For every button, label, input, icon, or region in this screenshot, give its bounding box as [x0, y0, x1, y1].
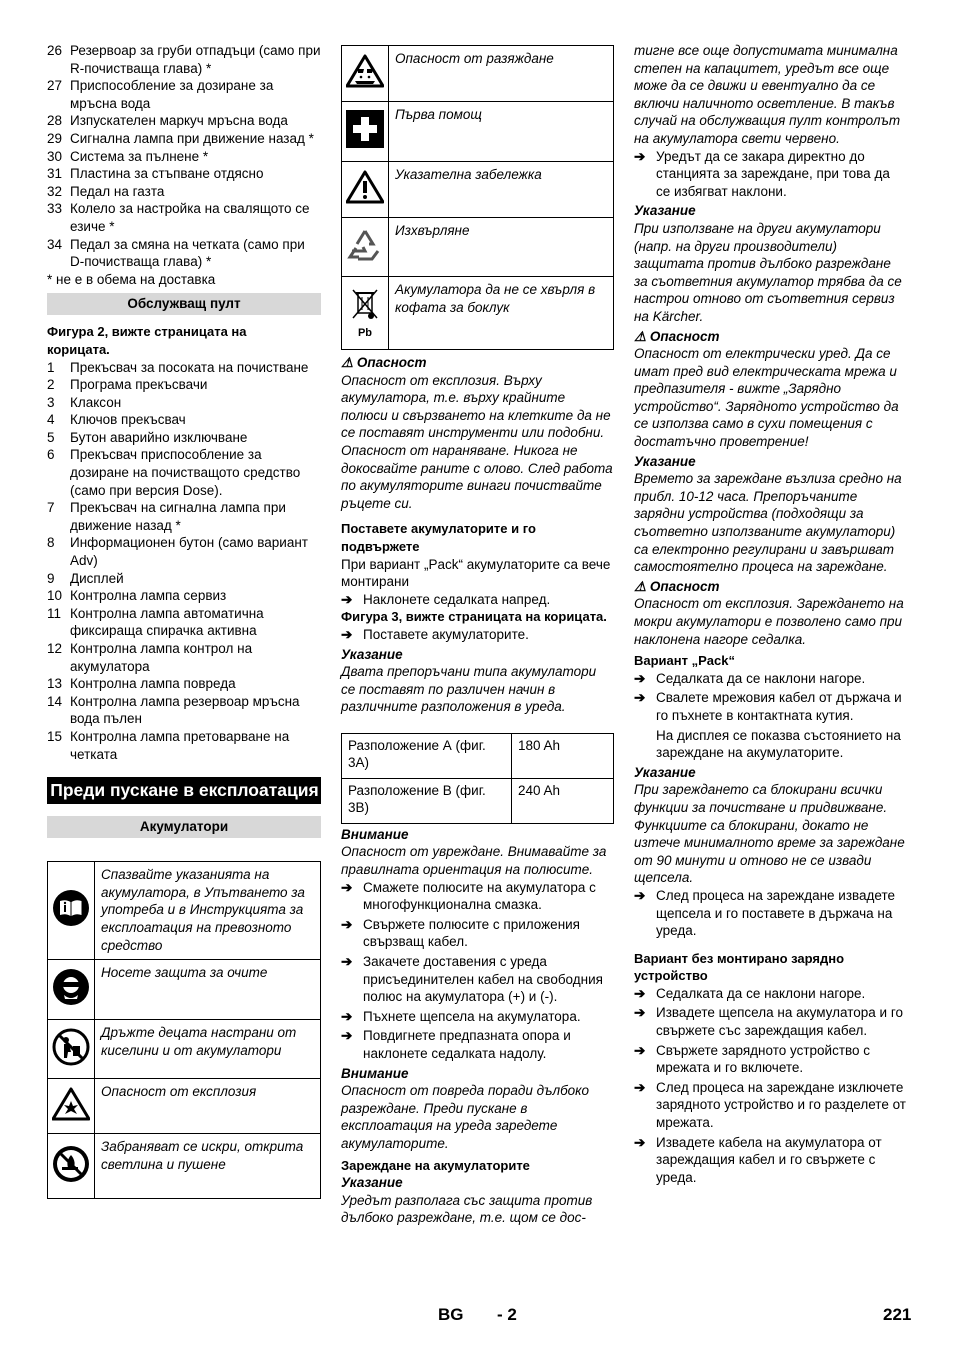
item-number: 28	[47, 113, 63, 129]
column-right	[634, 42, 907, 1188]
list-item	[47, 429, 321, 447]
note-text: При използване на други акумулатори (напр. на други производители) защитата против дълбоко разреждане за съответния акумулатор трябва да се настрои отново от съответния сервиз на Kärcher.	[634, 220, 902, 324]
item-number: 30	[47, 148, 63, 164]
arrow-icon: ➔	[341, 879, 353, 895]
pack-variant-text: При вариант „Pack“ акумулаторите са вече монтирани	[341, 556, 611, 590]
table-row	[342, 733, 614, 778]
symbol-row	[48, 960, 321, 1020]
item-number: 5	[47, 429, 55, 445]
step-item: ➔ Свържете полюсите с приложения свързващ кабел.	[341, 916, 580, 950]
step-item: ➔ Поставете акумулаторите.	[341, 626, 529, 642]
danger-text: Опасност от експлозия. Върху акумулатора, т.е. върху крайните полюси и свързването на клетките да не се поставят инструменти или подобни. Опасност от нараняване. Никога не докосвайте раните с олово. След работа по акумуляторите винаги почиствайте ръцете си.	[341, 372, 613, 511]
item-number: 31	[47, 166, 63, 182]
warning-icon: ⚠	[634, 578, 647, 594]
arrow-icon: ➔	[634, 985, 646, 1001]
symbol-row	[48, 862, 321, 960]
list-item	[47, 693, 321, 728]
step-item: ➔ Смажете полюсите на акумулатора с многофункционална смазка.	[341, 879, 596, 913]
caution-text: Опасност от увреждане. Внимавайте за правилната ориентация на полюсите.	[341, 844, 607, 878]
item-number: 13	[47, 676, 63, 692]
list-item	[47, 112, 321, 130]
crossed-bin-icon	[350, 311, 380, 326]
item-number: 8	[47, 535, 55, 551]
battery-symbols-table	[47, 861, 321, 1199]
list-item	[47, 200, 321, 235]
no-fire-icon	[52, 1171, 90, 1186]
note-text-continued: тигне все още допустимата минимална степен на капацитет, уредът все още може да се движи и евентуално да се включи наличното осветление. В такъв случай на обслужващия пулт контролът на акумулатора свети червено.	[634, 43, 901, 146]
danger-text: Опасност от експлозия. Зареждането на мокри акумулатори е позволено само при наклонена нагоре седалка.	[634, 596, 904, 647]
item-text: Бутон аварийно изключване	[70, 429, 248, 445]
list-item	[47, 236, 321, 271]
item-text: Педал за смяна на четката (само при D-почистваща глава) *	[70, 236, 305, 270]
warning-icon	[346, 192, 384, 207]
recycling-icon	[346, 251, 384, 266]
item-number: 6	[47, 447, 55, 463]
item-text: Педал на газта	[70, 183, 165, 199]
table-row	[342, 778, 614, 823]
item-text: Контролна лампа повреда	[70, 676, 236, 692]
keep-children-away-icon	[52, 1054, 90, 1069]
connect-steps	[341, 879, 614, 1063]
footer-section: - 2	[497, 1305, 517, 1324]
list-item	[47, 148, 321, 166]
step-item: ➔ Седалката да се наклони нагоре.	[634, 985, 866, 1001]
arrow-icon: ➔	[341, 916, 353, 932]
symbol-row	[48, 1134, 321, 1199]
danger-heading: ⚠ Опасност	[341, 355, 427, 370]
item-number: 27	[47, 78, 63, 94]
list-item	[47, 534, 321, 569]
symbol-text: Носете защита за очите	[95, 960, 321, 1020]
note-heading: Указание	[634, 453, 696, 469]
note-text: При зареждането са блокирани всички функции за почистване и придвижване. Функциите са блокирани, докато не изтече минималното време за зареждане от 90 минути и отново не се извади щепсела.	[634, 782, 905, 886]
item-number: 34	[47, 236, 63, 252]
danger-heading: ⚠ Опасност	[634, 578, 720, 594]
list-item	[47, 640, 321, 675]
list-item	[47, 42, 321, 77]
warning-icon: ⚠	[341, 355, 354, 370]
symbol-row	[48, 1020, 321, 1079]
footer-language: BG	[438, 1305, 464, 1324]
symbol-text: Опасност от разяждане	[389, 46, 614, 102]
symbol-text: Указателна забележка	[389, 162, 614, 218]
note-heading: Указание	[634, 764, 696, 780]
pb-label: Pb	[357, 327, 373, 340]
symbol-text: Първа помощ	[389, 102, 614, 162]
list-item	[47, 446, 321, 499]
note-heading: Указание	[634, 203, 696, 219]
symbol-row	[342, 46, 614, 102]
arrow-icon: ➔	[634, 1134, 646, 1150]
item-number: 12	[47, 641, 63, 656]
manual-icon	[52, 915, 90, 930]
item-text: Сигнална лампа при движение назад *	[70, 130, 314, 146]
column-left	[47, 42, 321, 1199]
position-cell: Разположение В (фиг. 3В)	[342, 778, 512, 823]
item-text: Ключов прекъсвач	[70, 412, 186, 428]
item-text: Програма прекъсвачи	[70, 377, 208, 393]
item-number: 2	[47, 377, 55, 393]
note-heading: Указание	[341, 646, 403, 662]
list-item	[47, 376, 321, 394]
item-text: Система за пълнене *	[70, 148, 209, 164]
note-text: Двата препоръчани типа акумулатори се поставят по различен начин в различните разположения в уреда.	[341, 664, 597, 715]
symbol-row	[48, 1079, 321, 1134]
caution-heading: Внимание	[341, 826, 409, 842]
step-item: ➔ Извадете щепсела на акумулатора и го свържете със зареждащия кабел.	[634, 1005, 903, 1039]
eye-protection-icon	[52, 994, 90, 1009]
item-number: 9	[47, 570, 55, 586]
step-item: ➔ Наклонете седалката напред.	[341, 591, 551, 607]
item-text: Контролна лампа автоматична фиксираща спирачка активна	[70, 605, 264, 639]
item-text: Резервоар за груби отпадъци (само при R-почистваща глава) *	[70, 43, 321, 76]
list-item	[47, 394, 321, 412]
list-item	[47, 77, 321, 112]
step-item: ➔ Уредът да се закара директно до станцията за зареждане, при това да се избягват наклони.	[634, 148, 890, 199]
list-item	[47, 675, 321, 693]
capacity-cell: 180 Ah	[512, 733, 614, 778]
item-number: 4	[47, 412, 55, 428]
item-text: Колело за настройка на свалящото се езиче *	[70, 201, 310, 234]
step-item: ➔ Повдигнете предпазната опора и наклонете седалката надолу.	[341, 1028, 571, 1061]
item-text: Изпускателен маркуч мръсна вода	[70, 113, 288, 129]
step-item: ➔ След процеса на зареждане изключете зарядното устройство и го разделете от мрежата.	[634, 1079, 906, 1131]
item-number: 10	[47, 588, 63, 604]
list-item	[47, 359, 321, 377]
item-text: Приспособление за дозиране за мръсна вода	[70, 78, 274, 111]
list-item	[47, 728, 321, 763]
step-item: ➔ След процеса на зареждане извадете щепсела и го поставете в държача на уреда.	[634, 887, 896, 939]
insert-batteries-heading: Поставете акумулаторите и го подвържете	[341, 521, 536, 554]
warning-icon: ⚠	[634, 328, 647, 344]
danger-text: Опасност от електрически уред. Да се имат пред вид електрическата мрежа и предпазителя - вижте „Зарядно устройство“. Зарядното устройство да се използва само в сухи помещения с достатъчно проветрение!	[634, 346, 899, 450]
list-item	[47, 411, 321, 429]
caution-text: Опасност от повреда поради дълбоко разреждане. Преди пускане в експлоатация на уреда заредете акумулаторите.	[341, 1083, 590, 1151]
arrow-icon: ➔	[634, 670, 646, 686]
item-text: Информационен бутон (само вариант Adv)	[70, 535, 308, 569]
list-item	[47, 130, 321, 148]
charging-heading: Зареждане на акумулаторите	[341, 1157, 530, 1173]
pack-variant-heading: Вариант „Pack“	[634, 653, 735, 669]
control-panel-heading: Обслужващ пулт	[47, 293, 321, 315]
symbol-text: Изхвърляне	[389, 218, 614, 277]
symbol-row	[342, 277, 614, 350]
step-item: ➔ Пъхнете щепсела на акумулатора.	[341, 1008, 581, 1024]
note-text: Уредът разполага със защита против дълбоко разреждане, т.е. щом се дос-	[341, 1192, 593, 1226]
battery-position-table	[341, 733, 614, 824]
arrow-icon: ➔	[634, 1079, 646, 1095]
no-charger-heading: Вариант без монтирано зарядно устройство	[634, 950, 845, 984]
symbol-text: Опасност от експлозия	[95, 1079, 321, 1134]
arrow-icon: ➔	[634, 148, 646, 164]
symbol-text: Спазвайте указанията на акумулатора, в Упътването за употреба и в Инструкцията за експлоатация на превозното средство	[95, 862, 321, 960]
position-cell: Разположение А (фиг. 3А)	[342, 733, 512, 778]
item-text: Контролна лампа резервоар мръсна вода пълен	[70, 693, 300, 727]
hazard-symbols-table	[341, 45, 614, 350]
item-number: 26	[47, 43, 63, 58]
step-item: ➔ Свалете мрежовия кабел от държача и го пъхнете в контактната кутия.	[634, 690, 902, 723]
delivery-footnote: * не е в обема на доставка	[47, 271, 216, 287]
item-text: Клаксон	[70, 394, 122, 410]
item-text: Прекъсвач за посоката на почистване	[70, 359, 309, 375]
no-charger-steps	[634, 985, 907, 1187]
symbol-text: Дръжте децата настрани от киселини и от акумулатори	[95, 1020, 321, 1079]
symbol-row	[342, 102, 614, 162]
danger-heading: ⚠ Опасност	[634, 328, 720, 344]
item-text: Контролна лампа контрол на акумулатора	[70, 641, 253, 674]
note-heading: Указание	[341, 1175, 403, 1191]
caution-heading: Внимание	[341, 1065, 409, 1081]
item-text: Контролна лампа сервиз	[70, 588, 227, 604]
batteries-heading: Акумулатори	[47, 816, 321, 838]
list-item	[47, 570, 321, 588]
step-item: ➔ Закачете доставения с уреда присъединителен кабел на свободния полюс на акумулатора (+) и (-).	[341, 954, 603, 1005]
list-item	[47, 587, 321, 605]
corrosion-icon	[346, 76, 384, 91]
arrow-icon: ➔	[634, 690, 646, 706]
symbol-text: Забраняват се искри, открита светлина и пушене	[95, 1134, 321, 1199]
item-text: Пластина за стъпване отдясно	[70, 166, 264, 182]
first-aid-icon	[345, 137, 385, 152]
capacity-cell: 240 Ah	[512, 778, 614, 823]
symbol-row	[342, 162, 614, 218]
step-item: ➔ Свържете зарядното устройство с мрежата и го включете.	[634, 1042, 871, 1076]
item-text: Дисплей	[70, 570, 124, 586]
section-title: Преди пускане в експлоатация	[47, 777, 321, 804]
item-text: Прекъсвач на сигнална лампа при движение назад *	[70, 500, 286, 533]
item-text: Контролна лампа претоварване на четката	[70, 728, 290, 762]
pack-steps	[634, 670, 907, 725]
list-item	[47, 499, 321, 534]
item-number: 11	[47, 605, 62, 621]
item-number: 1	[47, 359, 55, 375]
list-item	[47, 183, 321, 201]
list-item	[47, 165, 321, 183]
explosion-warning-icon	[52, 1109, 90, 1124]
item-number: 15	[47, 728, 63, 744]
step-item: ➔ Седалката да се наклони нагоре.	[634, 670, 866, 686]
item-number: 3	[47, 394, 55, 410]
figure-3-reference: Фигура 3, вижте страницата на корицата.	[341, 609, 607, 625]
item-number: 7	[47, 500, 55, 516]
arrow-icon: ➔	[341, 954, 353, 970]
pack-extra-text: На дисплея се показва състоянието на зареждане на акумулаторите.	[656, 727, 901, 761]
item-number: 32	[47, 183, 63, 199]
figure-2-reference: Фигура 2, вижте страницата на корицата.	[47, 324, 247, 357]
arrow-icon: ➔	[341, 591, 353, 607]
column-middle	[341, 42, 614, 1227]
arrow-icon: ➔	[341, 1028, 353, 1044]
step-item: ➔ Извадете кабела на акумулатора от зареждащия кабел и го свържете с уреда.	[634, 1134, 882, 1185]
symbol-text: Акумулатора да не се хвърля в кофата за боклук	[389, 277, 614, 350]
item-number: 14	[47, 693, 63, 709]
arrow-icon: ➔	[341, 1008, 353, 1024]
arrow-icon: ➔	[634, 1005, 646, 1021]
arrow-icon: ➔	[341, 626, 353, 642]
item-number: 33	[47, 201, 63, 217]
control-panel-list	[47, 359, 321, 764]
footer-page-number: 221	[883, 1305, 912, 1324]
arrow-icon: ➔	[634, 887, 646, 903]
parts-list-continued	[47, 42, 321, 271]
note-text: Времето за зареждане възлиза средно на прибл. 10-12 часа. Препоръчаните зарядни устройства (подходящи за съответно използваните акумулатори) са електронно регулирани и завършват самостоятелно процеса на зареждане.	[634, 471, 902, 575]
item-number: 29	[47, 130, 63, 146]
item-text: Прекъсвач приспособление за дозиране на почистващото средство (само при версия Dose).	[70, 447, 301, 498]
symbol-row	[342, 218, 614, 277]
arrow-icon: ➔	[634, 1042, 646, 1058]
list-item	[47, 605, 321, 640]
